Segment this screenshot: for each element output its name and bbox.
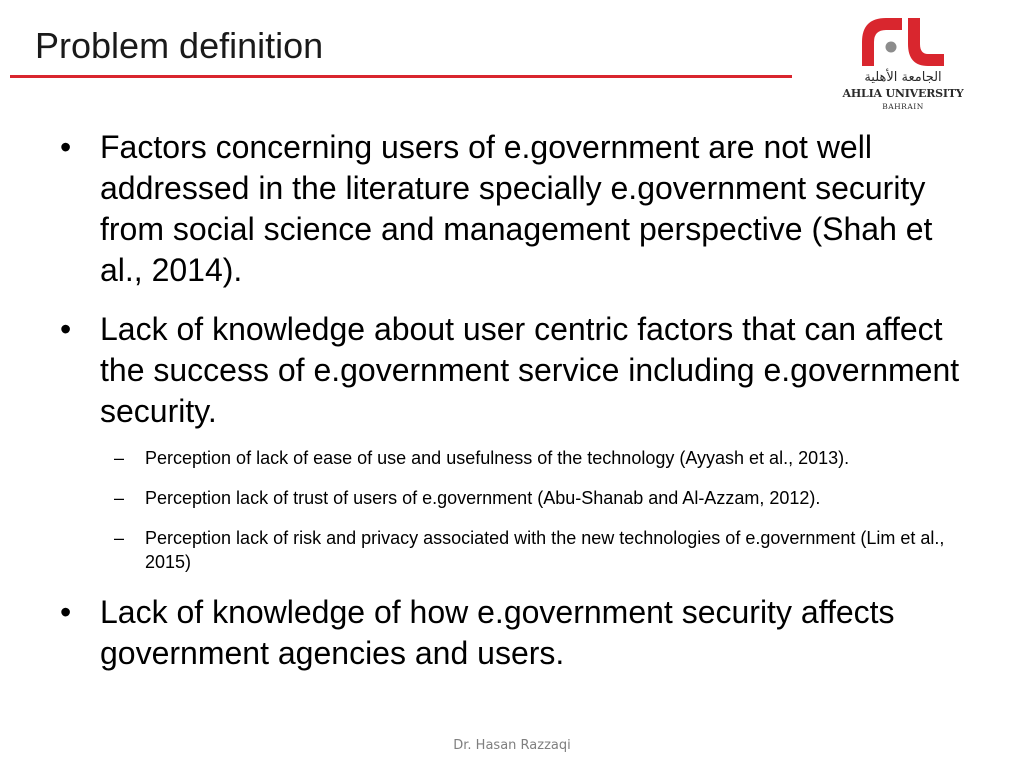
sub-bullet-dash: – [114,528,125,548]
ahlia-logo-mark-icon [858,14,948,70]
title-underline [10,75,792,78]
bullet-dot: • [60,129,72,165]
logo-arabic-name: الجامعة الأهلية [864,70,942,85]
sub-bullet-text: Perception lack of trust of users of e.government (Abu-Shanab and Al-Azzam, 2012). [145,488,821,508]
bullet-item [55,592,960,674]
slide-footer-author: Dr. Hasan Razzaqi [453,738,571,753]
logo-university-name: AHLIA UNIVERSITY [842,87,964,100]
slide-content [55,127,960,674]
university-logo [836,14,970,116]
bullet-item [55,309,960,432]
sub-bullet-item [55,446,960,470]
sub-bullet-dash: – [114,448,125,468]
bullet-item [55,127,960,291]
slide-title: Problem definition [35,25,324,66]
bullet-dot: • [60,311,72,347]
sub-bullet-dash: – [114,488,125,508]
sub-bullet-text: Perception lack of risk and privacy associated with the new technologies of e.government (Lim et al., 2015) [145,528,945,572]
sub-bullet-item [55,526,960,574]
sub-bullet-item [55,486,960,510]
bullet-text: Lack of knowledge about user centric factors that can affect the success of e.government service including e.government security. [100,311,960,429]
bullet-text: Lack of knowledge of how e.government security affects government agencies and users. [100,594,895,671]
logo-country: BAHRAIN [882,102,924,111]
bullet-text: Factors concerning users of e.government are not well addressed in the literature specially e.government security from social science and management perspective (Shah et al., 2014). [100,129,933,288]
sub-bullet-text: Perception of lack of ease of use and usefulness of the technology (Ayyash et al., 2013). [145,448,850,468]
bullet-dot: • [60,594,72,630]
